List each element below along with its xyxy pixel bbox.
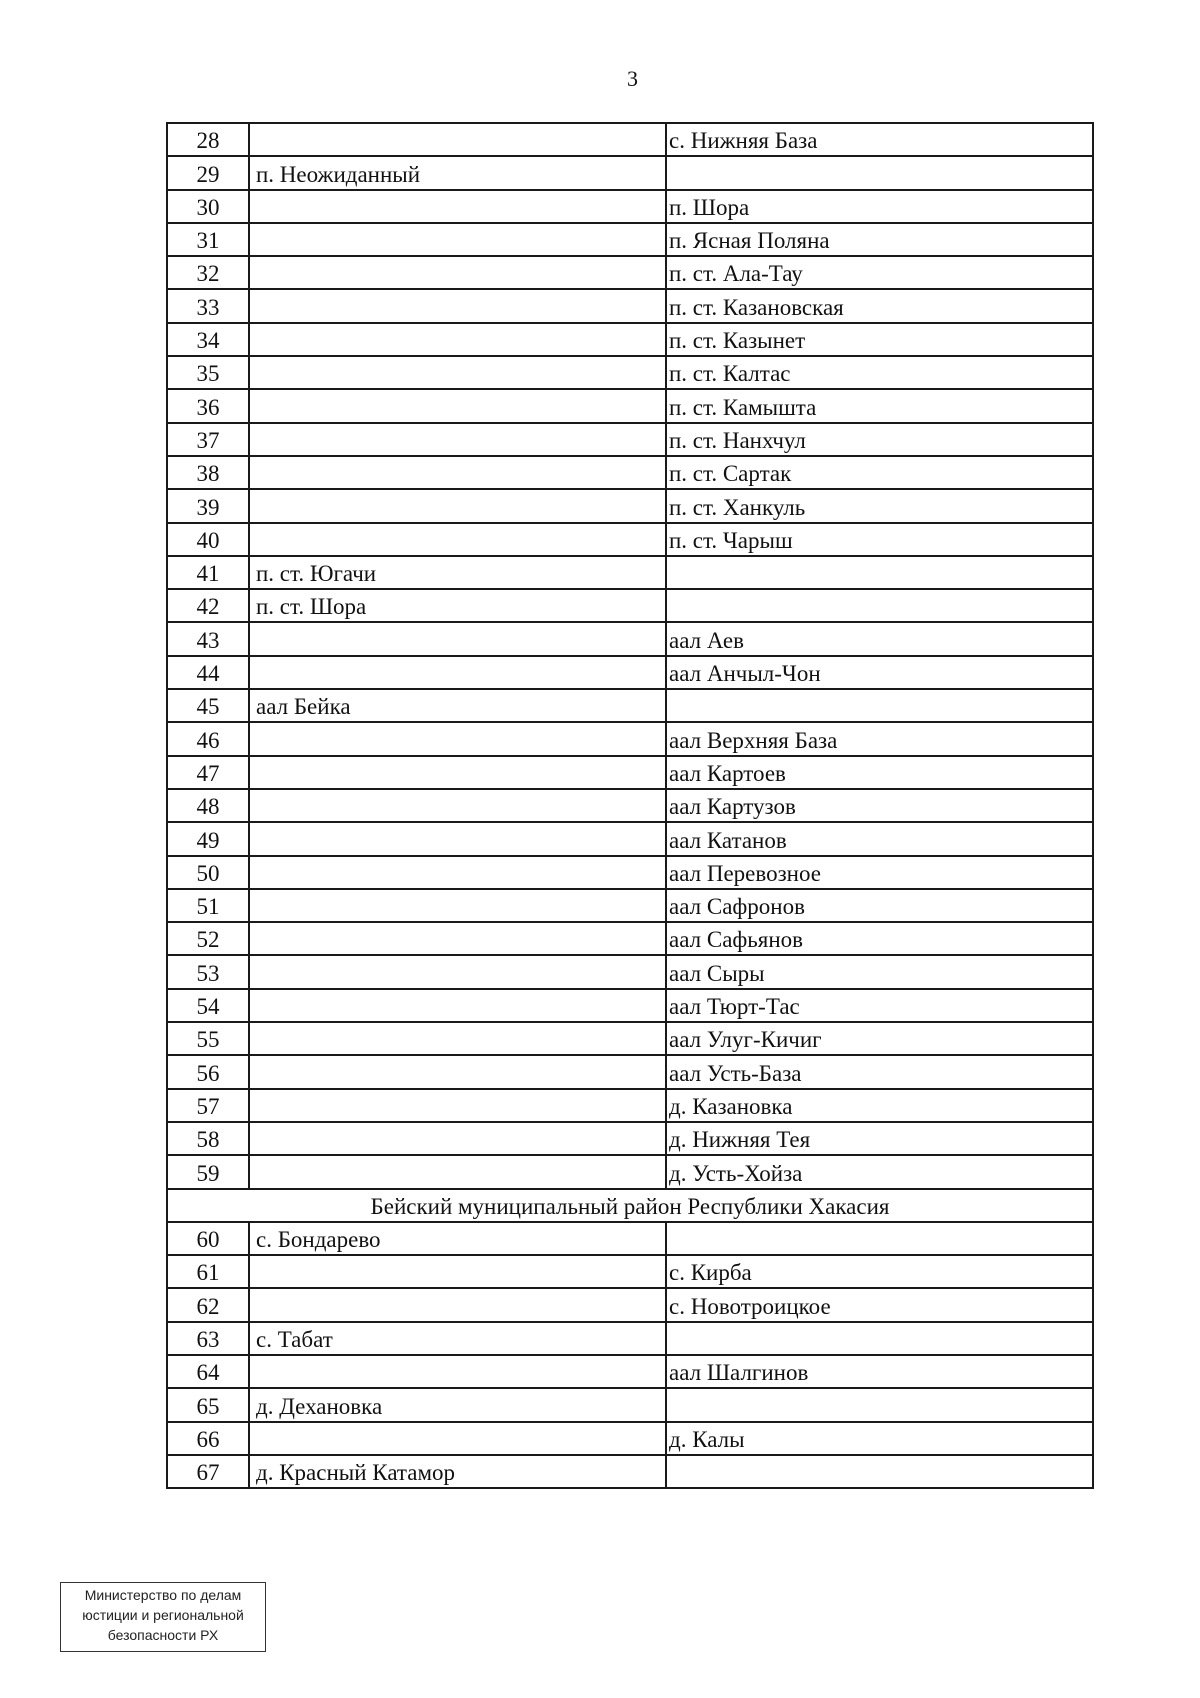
- row-number-cell: 30: [167, 190, 249, 223]
- settlement-cell: [249, 856, 666, 889]
- settlement-cell-secondary: п. Ясная Поляна: [666, 223, 1093, 256]
- table-row: [167, 1222, 1093, 1255]
- stamp-line-1: Министерство по делам: [84, 1587, 242, 1603]
- settlement-cell: [249, 256, 666, 289]
- registration-stamp: [60, 1582, 266, 1652]
- table-row: [167, 689, 1093, 722]
- settlement-cell: [249, 223, 666, 256]
- settlement-cell-secondary: аал Верхняя База: [666, 722, 1093, 755]
- settlement-cell-secondary: д. Казановка: [666, 1089, 1093, 1122]
- row-number-cell: 58: [167, 1122, 249, 1155]
- section-heading: Бейский муниципальный район Республики Хакасия: [167, 1189, 1093, 1222]
- table-row: [167, 822, 1093, 855]
- settlement-cell: [249, 756, 666, 789]
- settlement-cell: [249, 822, 666, 855]
- table-row: [167, 1122, 1093, 1155]
- table-row: [167, 523, 1093, 556]
- row-number-cell: 54: [167, 989, 249, 1022]
- settlement-cell-secondary: аал Тюрт-Тас: [666, 989, 1093, 1022]
- row-number-cell: 40: [167, 523, 249, 556]
- settlement-cell: [249, 423, 666, 456]
- table-row: [167, 989, 1093, 1022]
- settlement-cell-secondary: п. ст. Калтас: [666, 356, 1093, 389]
- table-row: [167, 123, 1093, 156]
- page-number: 3: [627, 66, 638, 91]
- settlement-cell-secondary: аал Сафронов: [666, 889, 1093, 922]
- settlement-cell: [249, 123, 666, 156]
- table-row: [167, 756, 1093, 789]
- settlement-cell: [249, 989, 666, 1022]
- settlement-cell: [249, 1055, 666, 1088]
- row-number-cell: 46: [167, 722, 249, 755]
- settlement-cell: [249, 1288, 666, 1321]
- row-number-cell: 61: [167, 1255, 249, 1288]
- row-number-cell: 52: [167, 922, 249, 955]
- row-number-cell: 35: [167, 356, 249, 389]
- table-row: [167, 955, 1093, 988]
- settlement-cell: [249, 1355, 666, 1388]
- row-number-cell: 50: [167, 856, 249, 889]
- settlement-cell-secondary: п. ст. Ала-Тау: [666, 256, 1093, 289]
- settlement-cell: [249, 356, 666, 389]
- row-number-cell: 42: [167, 589, 249, 622]
- settlement-cell-secondary: п. ст. Нанхчул: [666, 423, 1093, 456]
- row-number-cell: 55: [167, 1022, 249, 1055]
- settlements-table: [166, 122, 1094, 1489]
- table-row: [167, 856, 1093, 889]
- row-number-cell: 49: [167, 822, 249, 855]
- section-row: [167, 1189, 1093, 1222]
- settlement-cell-secondary: п. Шора: [666, 190, 1093, 223]
- table-row: [167, 223, 1093, 256]
- settlement-cell-secondary: аал Аев: [666, 622, 1093, 655]
- settlement-cell-secondary: п. ст. Сартак: [666, 456, 1093, 489]
- row-number-cell: 60: [167, 1222, 249, 1255]
- row-number-cell: 65: [167, 1388, 249, 1421]
- table-row: [167, 256, 1093, 289]
- row-number-cell: 67: [167, 1455, 249, 1488]
- settlement-cell-secondary: [666, 156, 1093, 189]
- row-number-cell: 34: [167, 323, 249, 356]
- table-row: [167, 389, 1093, 422]
- settlement-cell: [249, 1089, 666, 1122]
- table-row: [167, 656, 1093, 689]
- settlement-cell-secondary: аал Шалгинов: [666, 1355, 1093, 1388]
- row-number-cell: 38: [167, 456, 249, 489]
- table-body: [167, 123, 1093, 1488]
- settlement-cell: [249, 889, 666, 922]
- settlement-cell: д. Дехановка: [249, 1388, 666, 1421]
- settlement-cell-secondary: с. Новотроицкое: [666, 1288, 1093, 1321]
- row-number-cell: 41: [167, 556, 249, 589]
- settlement-cell-secondary: п. ст. Камышта: [666, 389, 1093, 422]
- table-row: [167, 589, 1093, 622]
- settlement-cell: [249, 955, 666, 988]
- settlement-cell: [249, 922, 666, 955]
- settlement-cell-secondary: д. Нижняя Тея: [666, 1122, 1093, 1155]
- row-number-cell: 53: [167, 955, 249, 988]
- table-row: [167, 622, 1093, 655]
- row-number-cell: 51: [167, 889, 249, 922]
- settlement-cell-secondary: [666, 689, 1093, 722]
- settlement-cell: [249, 190, 666, 223]
- settlement-cell-secondary: д. Усть-Хойза: [666, 1155, 1093, 1188]
- settlement-cell: [249, 789, 666, 822]
- row-number-cell: 33: [167, 289, 249, 322]
- row-number-cell: 57: [167, 1089, 249, 1122]
- table-row: [167, 323, 1093, 356]
- row-number-cell: 59: [167, 1155, 249, 1188]
- table-row: [167, 889, 1093, 922]
- table-row: [167, 922, 1093, 955]
- table-row: [167, 1422, 1093, 1455]
- table-row: [167, 1022, 1093, 1055]
- row-number-cell: 66: [167, 1422, 249, 1455]
- table-row: [167, 1255, 1093, 1288]
- settlement-cell-secondary: аал Улуг-Кичиг: [666, 1022, 1093, 1055]
- settlement-cell-secondary: п. ст. Чарыш: [666, 523, 1093, 556]
- settlement-cell: п. Неожиданный: [249, 156, 666, 189]
- settlement-cell: д. Красный Катамор: [249, 1455, 666, 1488]
- table-row: [167, 1288, 1093, 1321]
- stamp-line-2: юстиции и региональной: [82, 1607, 244, 1623]
- settlement-cell: [249, 1255, 666, 1288]
- settlement-cell: [249, 622, 666, 655]
- row-number-cell: 44: [167, 656, 249, 689]
- row-number-cell: 28: [167, 123, 249, 156]
- settlement-cell-secondary: аал Картузов: [666, 789, 1093, 822]
- table-row: [167, 356, 1093, 389]
- settlement-cell-secondary: п. ст. Ханкуль: [666, 489, 1093, 522]
- settlement-cell-secondary: аал Сафьянов: [666, 922, 1093, 955]
- settlement-cell-secondary: аал Перевозное: [666, 856, 1093, 889]
- settlement-cell: [249, 323, 666, 356]
- settlement-cell: [249, 1122, 666, 1155]
- row-number-cell: 63: [167, 1322, 249, 1355]
- row-number-cell: 48: [167, 789, 249, 822]
- row-number-cell: 31: [167, 223, 249, 256]
- settlement-cell-secondary: [666, 1455, 1093, 1488]
- settlement-cell-secondary: аал Катанов: [666, 822, 1093, 855]
- settlement-cell-secondary: аал Анчыл-Чон: [666, 656, 1093, 689]
- settlement-cell-secondary: [666, 556, 1093, 589]
- table-row: [167, 1388, 1093, 1421]
- settlement-cell-secondary: п. ст. Казынет: [666, 323, 1093, 356]
- table-row: [167, 789, 1093, 822]
- row-number-cell: 56: [167, 1055, 249, 1088]
- settlement-cell: с. Табат: [249, 1322, 666, 1355]
- settlement-cell: п. ст. Югачи: [249, 556, 666, 589]
- table-row: [167, 423, 1093, 456]
- settlement-cell: [249, 1422, 666, 1455]
- settlement-cell: [249, 523, 666, 556]
- settlement-cell-secondary: д. Калы: [666, 1422, 1093, 1455]
- settlement-cell-secondary: [666, 1222, 1093, 1255]
- row-number-cell: 32: [167, 256, 249, 289]
- settlement-cell: [249, 1022, 666, 1055]
- settlement-cell-secondary: с. Нижняя База: [666, 123, 1093, 156]
- row-number-cell: 36: [167, 389, 249, 422]
- settlement-cell: аал Бейка: [249, 689, 666, 722]
- settlement-cell-secondary: аал Усть-База: [666, 1055, 1093, 1088]
- row-number-cell: 45: [167, 689, 249, 722]
- settlement-cell-secondary: аал Сыры: [666, 955, 1093, 988]
- table-row: [167, 289, 1093, 322]
- settlement-cell-secondary: [666, 1322, 1093, 1355]
- settlement-cell-secondary: [666, 1388, 1093, 1421]
- table-row: [167, 1089, 1093, 1122]
- table-row: [167, 1355, 1093, 1388]
- table-row: [167, 556, 1093, 589]
- settlement-cell: [249, 656, 666, 689]
- settlement-cell: [249, 1155, 666, 1188]
- table-row: [167, 156, 1093, 189]
- row-number-cell: 43: [167, 622, 249, 655]
- settlement-cell: [249, 456, 666, 489]
- settlement-cell-secondary: аал Картоев: [666, 756, 1093, 789]
- table-row: [167, 722, 1093, 755]
- settlement-cell-secondary: п. ст. Казановская: [666, 289, 1093, 322]
- settlement-cell: [249, 289, 666, 322]
- table-row: [167, 1455, 1093, 1488]
- row-number-cell: 37: [167, 423, 249, 456]
- settlement-cell: [249, 389, 666, 422]
- settlement-cell: [249, 722, 666, 755]
- table-row: [167, 1322, 1093, 1355]
- settlement-cell-secondary: с. Кирба: [666, 1255, 1093, 1288]
- settlement-cell: п. ст. Шора: [249, 589, 666, 622]
- row-number-cell: 64: [167, 1355, 249, 1388]
- table-row: [167, 1155, 1093, 1188]
- table-row: [167, 190, 1093, 223]
- row-number-cell: 47: [167, 756, 249, 789]
- table-row: [167, 1055, 1093, 1088]
- row-number-cell: 29: [167, 156, 249, 189]
- row-number-cell: 39: [167, 489, 249, 522]
- row-number-cell: 62: [167, 1288, 249, 1321]
- settlement-cell-secondary: [666, 589, 1093, 622]
- table-row: [167, 489, 1093, 522]
- stamp-line-3: безопасности РХ: [107, 1627, 219, 1643]
- settlement-cell: [249, 489, 666, 522]
- settlement-cell: с. Бондарево: [249, 1222, 666, 1255]
- table-row: [167, 456, 1093, 489]
